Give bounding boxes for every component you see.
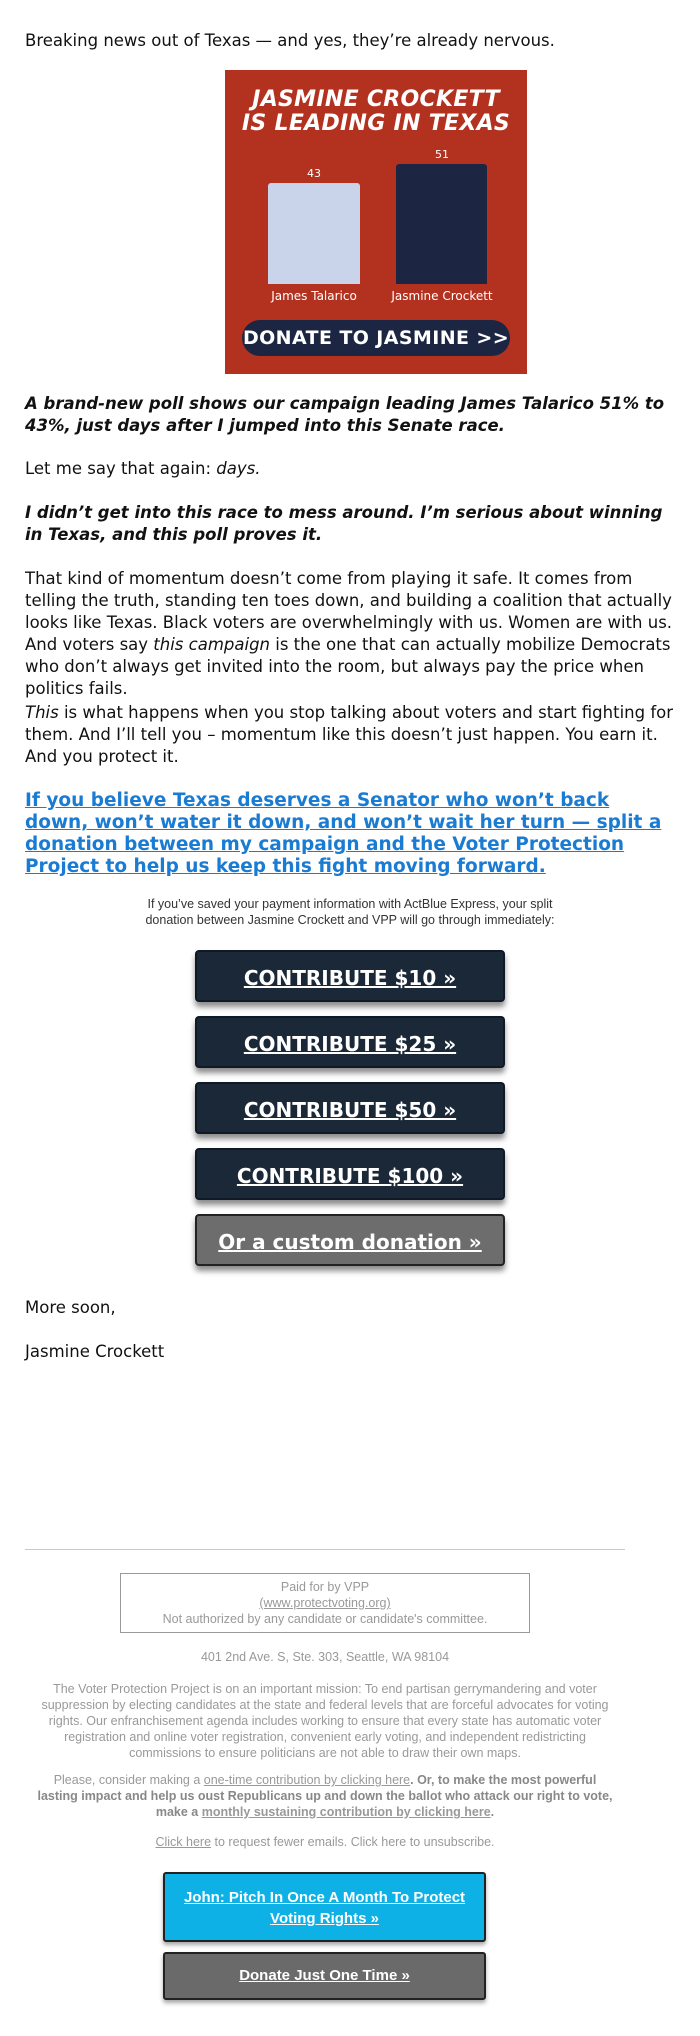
signature: Jasmine Crockett	[25, 1342, 165, 1361]
bar-value-talarico: 43	[307, 167, 321, 180]
hero-headline-line2: IS LEADING IN TEXAS	[241, 111, 511, 136]
contribute-25-button[interactable]: CONTRIBUTE $25 »	[195, 1016, 505, 1068]
bar-label-crockett: Jasmine Crockett	[391, 289, 493, 303]
actblue-express-note: If you’ve saved your payment information with ActBlue Express, your split donation between Jasmine Crockett and VPP will go through immediately:	[145, 897, 555, 927]
footer-consider	[35, 1772, 615, 1820]
paid-for-box	[120, 1573, 530, 1633]
momentum-emphasis: this campaign	[153, 635, 271, 654]
contribute-50-button[interactable]: CONTRIBUTE $50 »	[195, 1082, 505, 1134]
say-again-prefix: Let me say that again:	[25, 459, 217, 478]
bar-crockett	[396, 164, 487, 284]
consider-end: .	[490, 1805, 495, 1819]
momentum-part1: That kind of momentum doesn’t come from playing it safe. It comes from telling the truth, standing ten toes down, and building a coalition that actually looks like Texas. Black voters are overwhelmingly with us. Women are with us. And voters say	[25, 569, 673, 654]
fewer-emails-rest: to request fewer emails. Click here to unsubscribe.	[211, 1835, 495, 1849]
one-time-donation-button[interactable]: Donate Just One Time »	[163, 1952, 486, 2000]
custom-donation-button[interactable]: Or a custom donation »	[195, 1214, 505, 1266]
footer-mission: The Voter Protection Project is on an important mission: To end partisan gerrymandering and voter suppression by electing candidates at the state and federal levels that are forceful advocates for voting rights. Our enfranchisement agenda includes working to ensure that every state has automatic voter registration and online voter registration, convenient early voting, and independent redistricting commissions to ensure politicians are not able to draw their own maps.	[41, 1682, 609, 1760]
monthly-donation-button[interactable]: John: Pitch In Once A Month To Protect Voting Rights »	[163, 1872, 486, 1942]
bar-talarico	[268, 183, 360, 284]
paid-for-url[interactable]: (www.protectvoting.org)	[259, 1596, 391, 1610]
footer-address: 401 2nd Ave. S, Ste. 303, Seattle, WA 98104	[200, 1650, 450, 1664]
fighting-paragraph	[25, 702, 675, 768]
say-again-emphasis: days.	[216, 459, 261, 478]
bar-label-talarico: James Talarico	[271, 289, 357, 303]
split-donation-link[interactable]: If you believe Texas deserves a Senator who won’t back down, won’t water it down, and won’t wait her turn — split a donation between my campaign and the Voter Protection Project to help us keep this fight moving forward.	[25, 790, 662, 877]
footer-fewer-emails	[35, 1834, 615, 1850]
fewer-emails-link[interactable]: Click here	[155, 1835, 212, 1849]
consider-prefix: Please, consider making a	[53, 1773, 204, 1787]
fighting-rest: is what happens when you stop talking about voters and start fighting for them. And I’ll tell you – momentum like this doesn’t just happen. You earn it. And you protect it.	[25, 703, 674, 766]
consider-bold: . Or, to make the most powerful lasting impact and help us oust Republicans up and down the ballot who attack our right to vote, make a	[37, 1773, 613, 1819]
footer-divider	[25, 1549, 625, 1550]
cta-paragraph	[25, 790, 675, 878]
paid-for-disclaimer: Not authorized by any candidate or candidate's committee.	[162, 1612, 488, 1626]
momentum-part2: is the one that can actually mobilize Democrats who don’t always get invited into the room, but always pay the price when politics fails.	[25, 635, 671, 698]
hero-headline	[225, 88, 527, 136]
paid-for-line: Paid for by VPP	[280, 1580, 370, 1594]
poll-paragraph: A brand-new poll shows our campaign leading James Talarico 51% to 43%, just days after I jumped into this Senate race.	[25, 394, 665, 435]
hero-donate-button: DONATE TO JASMINE >>	[242, 320, 510, 356]
hero-headline-line1: JASMINE CROCKETT	[252, 87, 500, 112]
contribute-10-button[interactable]: CONTRIBUTE $10 »	[195, 950, 505, 1002]
momentum-paragraph	[25, 568, 675, 700]
sign-off: More soon,	[25, 1298, 116, 1317]
say-again-paragraph	[25, 458, 675, 480]
serious-paragraph: I didn’t get into this race to mess around. I’m serious about winning in Texas, and this poll proves it.	[25, 503, 663, 544]
contribute-100-button[interactable]: CONTRIBUTE $100 »	[195, 1148, 505, 1200]
intro-text: Breaking news out of Texas — and yes, they’re already nervous.	[25, 31, 555, 50]
this-emphasis: This	[25, 703, 59, 722]
poll-hero-graphic[interactable]	[225, 70, 527, 374]
bar-value-crockett: 51	[435, 148, 449, 161]
one-time-contribution-link[interactable]: one-time contribution by clicking here	[203, 1773, 411, 1787]
monthly-contribution-link[interactable]: monthly sustaining contribution by clicking here	[201, 1805, 491, 1819]
